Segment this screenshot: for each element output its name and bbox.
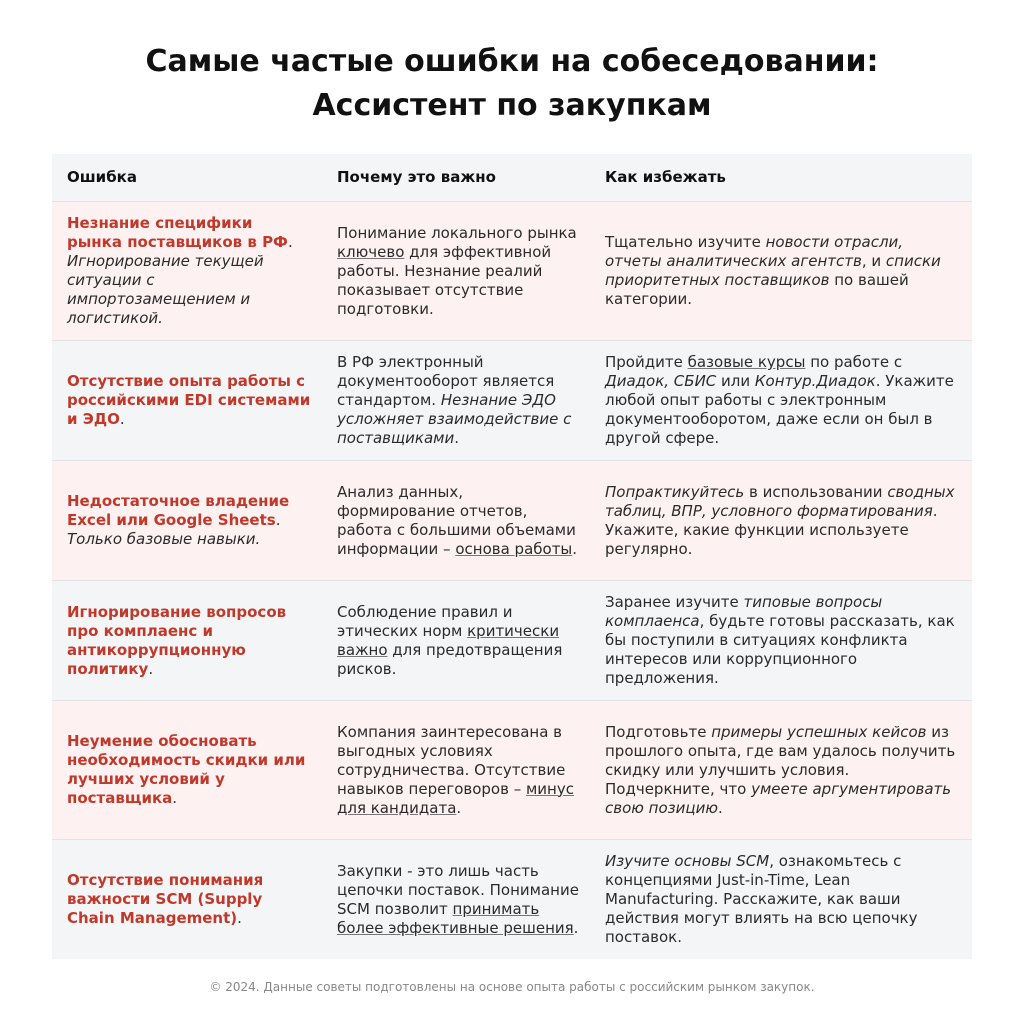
error-note: Только базовые навыки. [67, 530, 261, 548]
table-header [52, 154, 972, 201]
emphasis-underline: базовые курсы [687, 353, 806, 371]
table-row [52, 460, 972, 580]
error-cell: Недостаточное владение Excel или Google Sheets. Только базовые навыки. [67, 492, 290, 548]
error-title: Отсутствие опыта работы с российскими EDI системами и ЭДО [67, 372, 311, 428]
error-cell: Неумение обосновать необходимость скидки или лучших условий у поставщика. [67, 732, 306, 807]
emphasis-underline: критически важно [337, 621, 560, 659]
error-note: Игнорирование текущей ситуации с импортозамещением и логистикой [67, 252, 264, 327]
error-title: Недостаточное владение Excel или Google Sheets [67, 492, 290, 529]
error-title: Отсутствие понимания важности SCM (Supply Chain Management) [67, 871, 264, 927]
header-why: Почему это важно [337, 168, 496, 186]
how-cell: Заранее изучите типовые вопросы комплаенса, будьте готовы рассказать, как бы поступили в ситуациях конфликта интересов или коррупционного предложения. [605, 593, 955, 687]
table-row [52, 700, 972, 839]
error-cell: Игнорирование вопросов про комплаенс и антикоррупционную политику. [67, 602, 287, 678]
emphasis-underline: основа работы [455, 539, 573, 558]
how-cell: Изучите основы SCM, ознакомьтесь с концепциями Just-in-Time, Lean Manufacturing. Расскажите, как ваши действия могут влиять на всю цепочку поставок. [605, 852, 918, 946]
error-cell: Отсутствие понимания важности SCM (Supply Chain Management). [67, 871, 264, 927]
why-cell: Анализ данных, формирование отчетов, работа с большими объемами информации – основа работы. [337, 482, 578, 558]
header-how: Как избежать [605, 168, 726, 186]
why-cell: Компания заинтересована в выгодных условиях сотрудничества. Отсутствие навыков переговоров – минус для кандидата. [337, 722, 574, 817]
page-title-line-1: Самые частые ошибки на собеседовании: [145, 44, 879, 79]
error-title: Игнорирование вопросов про комплаенс и антикоррупционную политику [67, 602, 287, 678]
page-title-line-2: Ассистент по закупкам [312, 88, 712, 123]
emphasis-underline: минус для кандидата [337, 779, 574, 817]
page-title [0, 40, 1024, 128]
how-cell: Подготовьте примеры успешных кейсов из прошлого опыта, где вам удалось получить скидку или улучшить условия. Подчеркните, что умеете аргументировать свою позицию. [605, 722, 956, 817]
error-title: Неумение обосновать необходимость скидки или лучших условий у поставщика [67, 732, 306, 807]
table-row [52, 340, 972, 460]
table-row [52, 839, 972, 959]
error-title: Незнание специфики рынка поставщиков в РФ [67, 214, 288, 251]
why-cell: Закупки - это лишь часть цепочки поставок. Понимание SCM позволит принимать более эффективные решения. [337, 861, 579, 937]
how-cell: Попрактикуйтесь в использовании сводных таблиц, ВПР, условного форматирования. Укажите, какие функции используете регулярно. [605, 482, 955, 558]
how-cell: Пройдите базовые курсы по работе с Диадок, СБИС или Контур.Диадок. Укажите любой опыт работы с электронным документооборотом, даже если он был в другой сфере. [605, 353, 954, 447]
why-cell: Понимание локального рынка ключево для эффективной работы. Незнание реалий показывает отсутствие подготовки. [337, 223, 577, 318]
mistakes-table [52, 154, 972, 959]
table-row [52, 580, 972, 700]
header-error: Ошибка [67, 168, 137, 186]
error-cell: Незнание специфики рынка поставщиков в РФ. Игнорирование текущей ситуации с импортозамещением и логистикой. [67, 214, 293, 327]
why-cell: В РФ электронный документооборот является стандартом. Незнание ЭДО усложняет взаимодействие с поставщиками. [337, 353, 572, 447]
table-row [52, 201, 972, 340]
emphasis-underline: ключево [337, 242, 405, 261]
emphasis-underline: принимать более эффективные решения [337, 899, 574, 937]
error-cell: Отсутствие опыта работы с российскими EDI системами и ЭДО. [67, 372, 311, 428]
how-cell: Тщательно изучите новости отрасли, отчеты аналитических агентств, и списки приоритетных поставщиков по вашей категории. [605, 233, 941, 308]
why-cell: Соблюдение правил и этических норм критически важно для предотвращения рисков. [337, 602, 563, 678]
footer-copyright: © 2024. Данные советы подготовлены на основе опыта работы с российским рынком закупок. [209, 980, 815, 994]
